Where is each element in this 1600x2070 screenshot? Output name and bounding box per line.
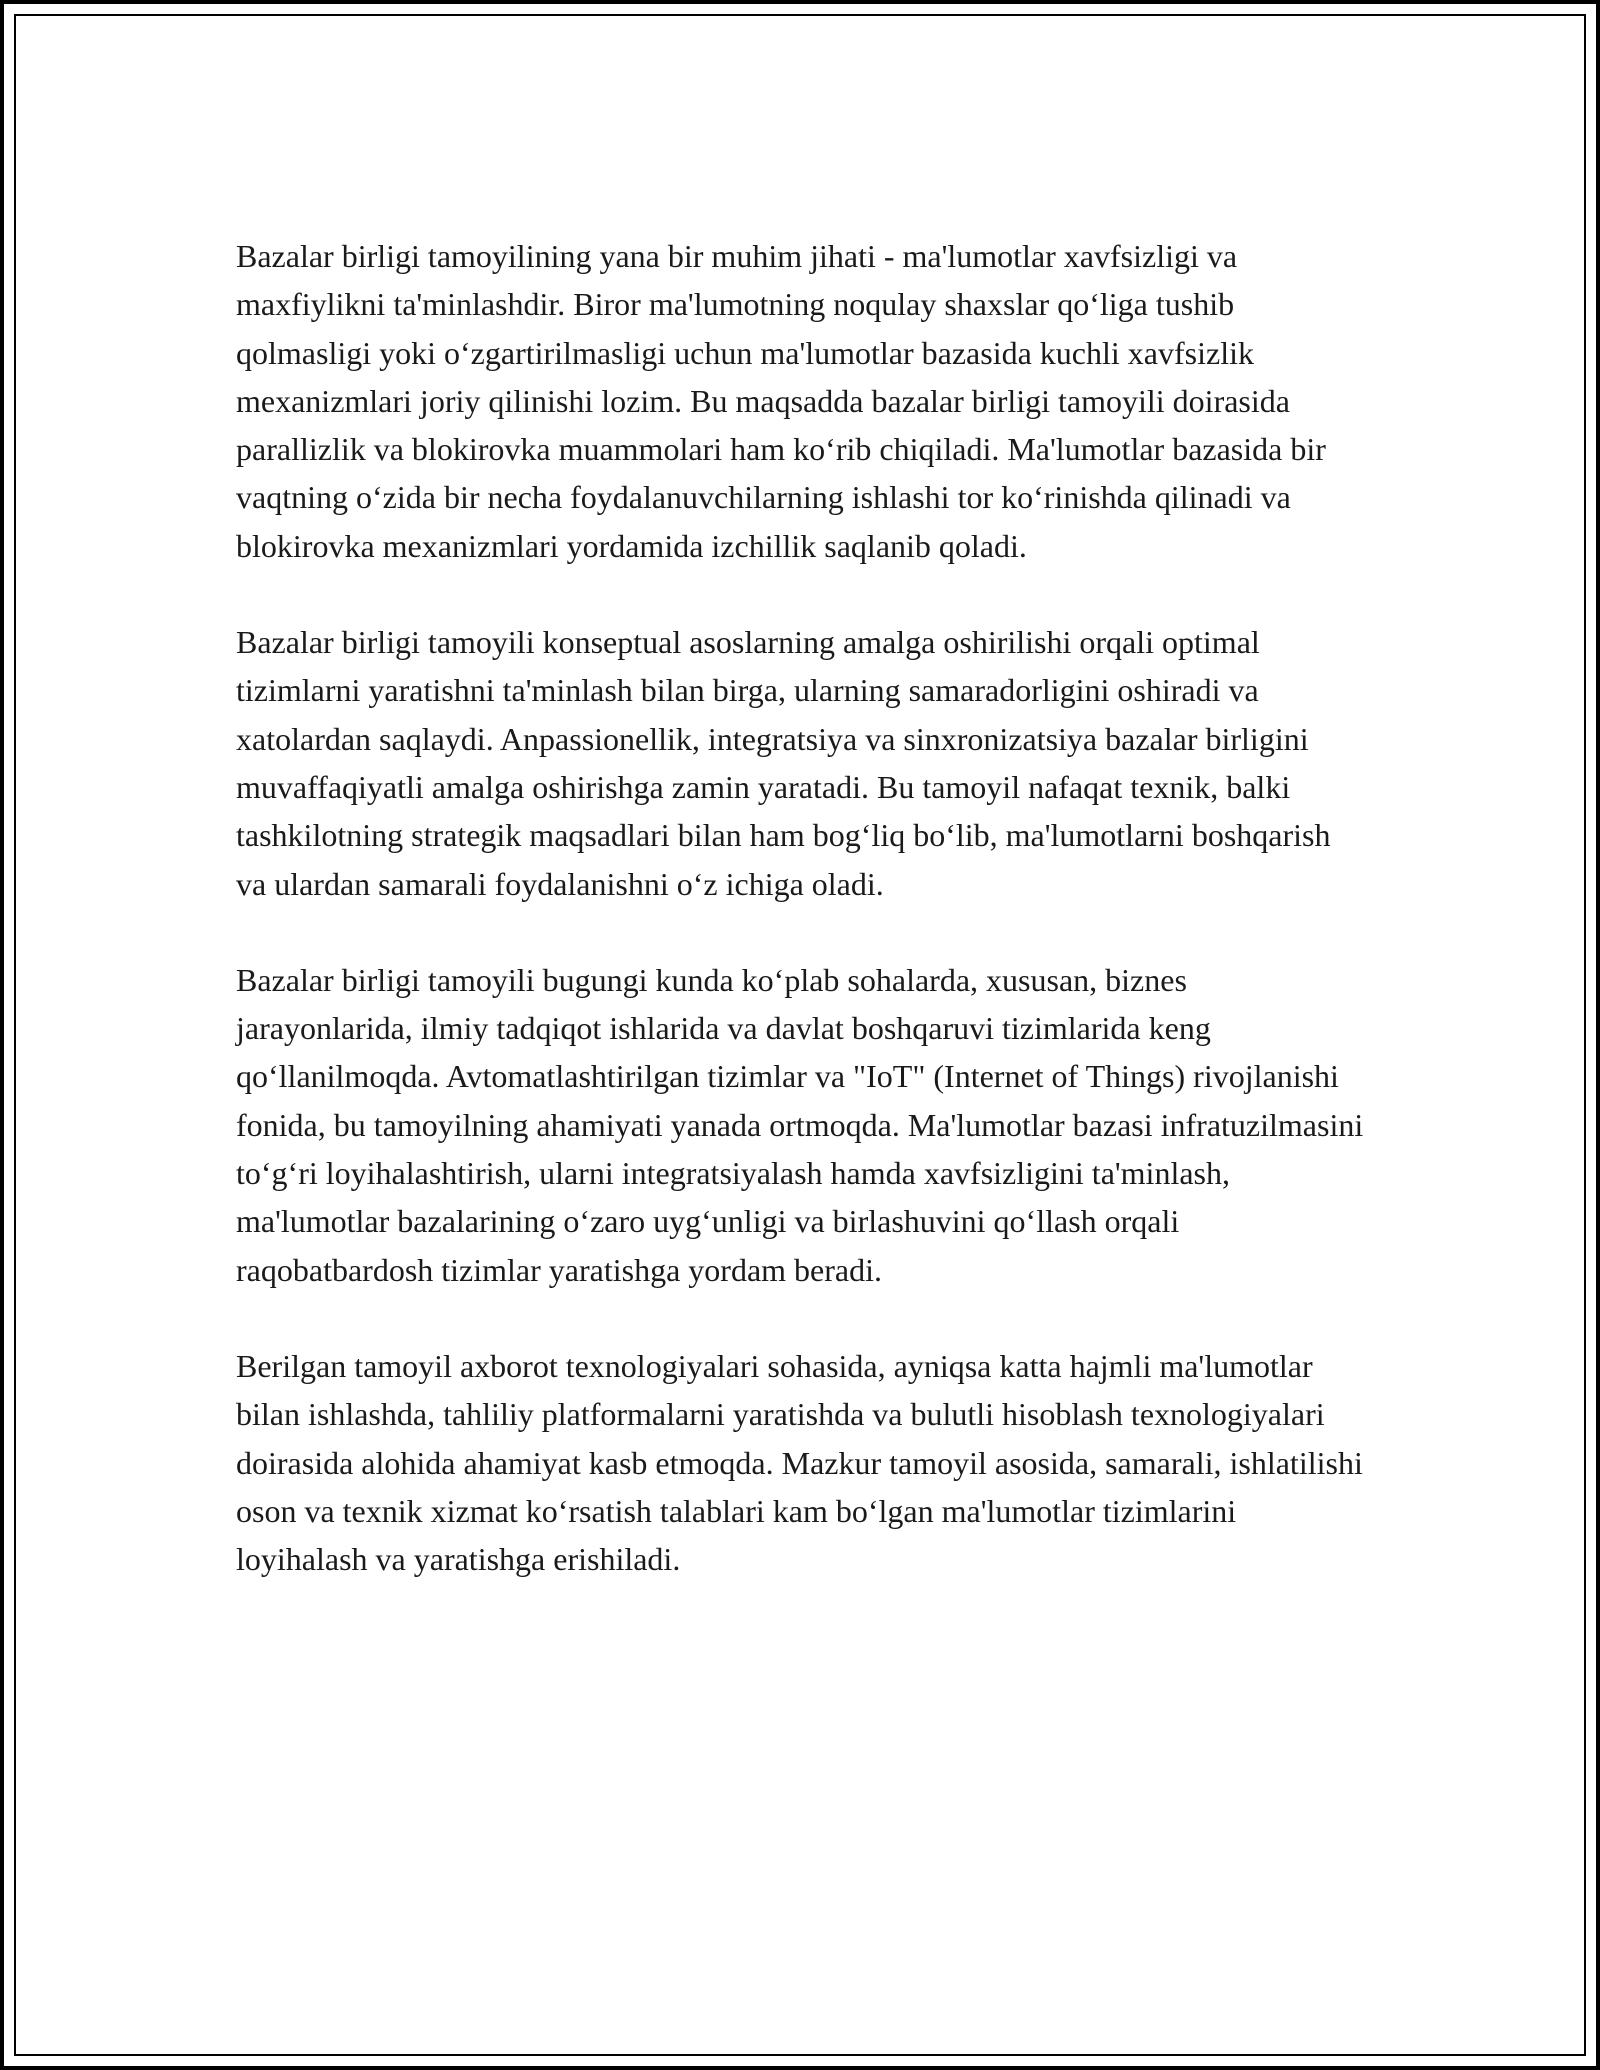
paragraph-3: Bazalar birligi tamoyili bugungi kunda ko‘plab sohalarda, xususan, biznes jarayonlarida, ilmiy tadqiqot ishlarida va davlat boshqaruvi tizimlarida keng qo‘llanilmoqda. Avtomatlashtirilgan tizimlar va "IoT" (Internet of Things) rivojlanishi fonida, bu tamoyilning ahamiyati yanada ortmoqda. Ma'lumotlar bazasi infratuzilmasini to‘g‘ri loyihalashtirish, ularni integratsiyalash hamda xavfsizligini ta'minlash, ma'lumotlar bazalarining o‘zaro uyg‘unligi va birlashuvini qo‘llash orqali raqobatbardosh tizimlar yaratishga yordam beradi. — [236, 961, 1364, 1288]
paragraph-4: Berilgan tamoyil axborot texnologiyalari sohasida, ayniqsa katta hajmli ma'lumotlar bilan ishlashda, tahliliy platformalarni yaratishda va bulutli hisoblash texnologiyalari doirasida alohida ahamiyat kasb etmoqda. Mazkur tamoyil asosida, samarali, ishlatilishi oson va texnik xizmat ko‘rsatish talablari kam bo‘lgan ma'lumotlar tizimlarini loyihalash va yaratishga erishiladi. — [236, 1347, 1363, 1578]
paragraph-1: Bazalar birligi tamoyilining yana bir muhim jihati - ma'lumotlar xavfsizligi va maxfiylikni ta'minlashdir. Biror ma'lumotning noqulay shaxslar qo‘liga tushib qolmasligi yoki o‘zgartirilmasligi uchun ma'lumotlar bazasida kuchli xavfsizlik mexanizmlari joriy qilinishi lozim. Bu maqsadda bazalar birligi tamoyili doirasida parallizlik va blokirovka muammolari ham ko‘rib chiqiladi. Ma'lumotlar bazasida bir vaqtning o‘zida bir necha foydalanuvchilarning ishlashi tor ko‘rinishda qilinadi va blokirovka mexanizmlari yordamida izchillik saqlanib qoladi. — [236, 238, 1326, 564]
paragraph-2: Bazalar birligi tamoyili konseptual asoslarning amalga oshirilishi orqali optimal tizimlarni yaratishni ta'minlash bilan birga, ularning samaradorligini oshiradi va xatolardan saqlaydi. Anpassionellik, integratsiya va sinxronizatsiya bazalar birligini muvaffaqiyatli amalga oshirishga zamin yaratadi. Bu tamoyil nafaqat texnik, balki tashkilotning strategik maqsadlari bilan ham bog‘liq bo‘lib, ma'lumotlarni boshqarish va ulardan samarali foydalanishni o‘z ichiga oladi. — [236, 624, 1331, 902]
document-body — [236, 232, 1366, 1583]
